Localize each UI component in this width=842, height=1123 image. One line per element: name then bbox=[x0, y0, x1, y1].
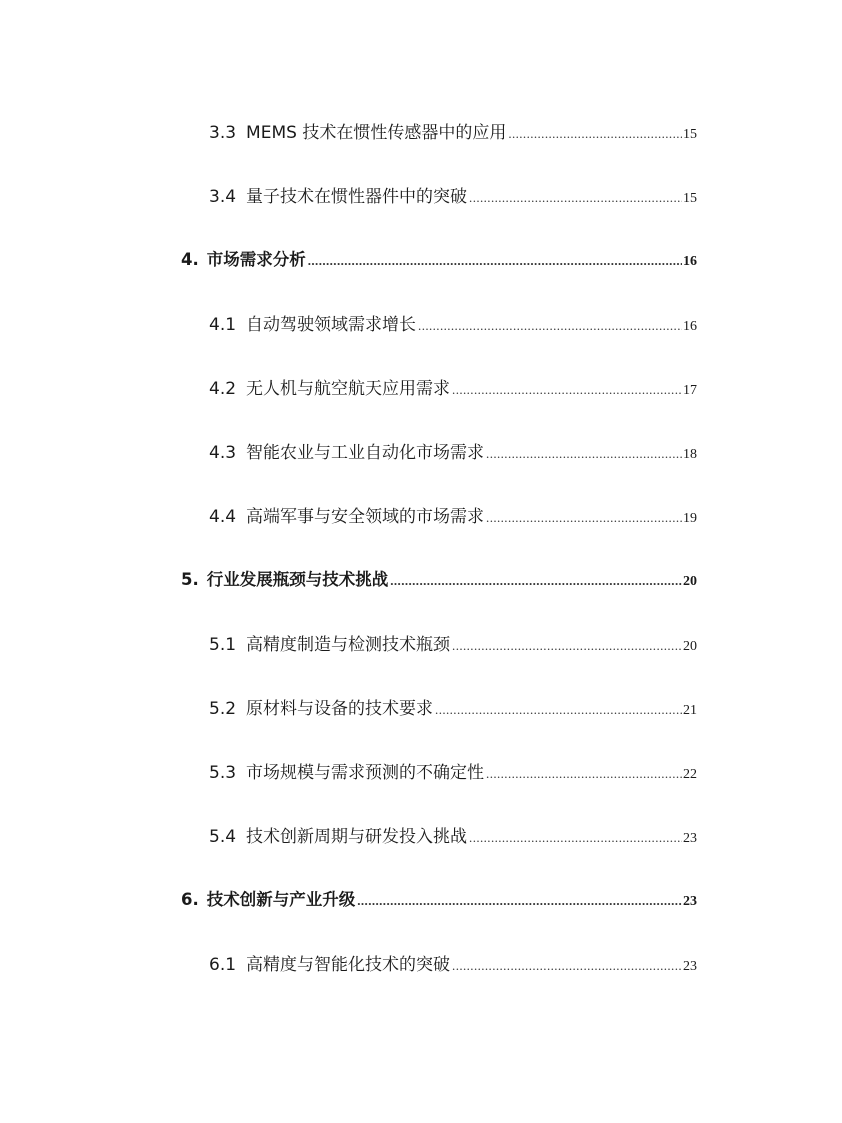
toc-entry-5-3[interactable] bbox=[209, 758, 697, 784]
toc-dot-leader bbox=[486, 766, 682, 782]
toc-entry-title: 市场需求分析 bbox=[206, 250, 306, 269]
toc-entry-page: 20 bbox=[683, 639, 697, 654]
toc-entry-number: 4.2 bbox=[209, 379, 237, 399]
toc-entry-page: 23 bbox=[683, 894, 697, 909]
toc-entry-page: 16 bbox=[683, 254, 697, 269]
toc-entry-title: 原材料与设备的技术要求 bbox=[246, 699, 434, 719]
toc-entry-page: 23 bbox=[683, 959, 697, 974]
toc-entry-page: 15 bbox=[683, 127, 697, 142]
toc-entry-number: 6. bbox=[181, 890, 199, 909]
toc-entry-6[interactable] bbox=[181, 886, 697, 912]
toc-dot-leader bbox=[435, 702, 682, 718]
toc-dot-leader bbox=[452, 958, 682, 974]
toc-entry-number: 6.1 bbox=[209, 955, 237, 975]
toc-entry-title: MEMS 技术在惯性传感器中的应用 bbox=[246, 123, 507, 143]
toc-entry-title: 高精度制造与检测技术瓶颈 bbox=[246, 635, 451, 655]
toc-entry-page: 18 bbox=[683, 447, 697, 462]
toc-dot-leader bbox=[452, 638, 682, 654]
toc-entry-page: 22 bbox=[683, 767, 697, 782]
toc-entry-page: 23 bbox=[683, 831, 697, 846]
toc-entry-4-1[interactable] bbox=[209, 310, 697, 336]
toc-entry-number: 3.3 bbox=[209, 123, 237, 143]
toc-entry-3-4[interactable] bbox=[209, 182, 697, 208]
toc-entry-4-2[interactable] bbox=[209, 374, 697, 400]
toc-entry-title: 技术创新与产业升级 bbox=[206, 890, 356, 909]
toc-entry-4-4[interactable] bbox=[209, 502, 697, 528]
toc-entry-page: 20 bbox=[683, 574, 697, 589]
toc-entry-page: 16 bbox=[683, 319, 697, 334]
toc-dot-leader bbox=[452, 382, 682, 398]
toc-entry-title: 技术创新周期与研发投入挑战 bbox=[246, 827, 468, 847]
toc-entry-page: 17 bbox=[683, 383, 697, 398]
toc-entry-number: 5.3 bbox=[209, 763, 237, 783]
toc-entry-5[interactable] bbox=[181, 566, 697, 592]
toc-entry-3-3[interactable] bbox=[209, 118, 697, 144]
toc-entry-title: 自动驾驶领域需求增长 bbox=[246, 315, 417, 335]
toc-dot-leader bbox=[508, 126, 682, 142]
toc-entry-5-2[interactable] bbox=[209, 694, 697, 720]
toc-dot-leader bbox=[390, 573, 682, 589]
toc-dot-leader bbox=[486, 510, 682, 526]
toc-entry-number: 5. bbox=[181, 570, 199, 589]
toc-dot-leader bbox=[469, 830, 682, 846]
toc-entry-number: 4.4 bbox=[209, 507, 237, 527]
toc-entry-number: 3.4 bbox=[209, 187, 237, 207]
toc-entry-title: 智能农业与工业自动化市场需求 bbox=[246, 443, 485, 463]
toc-entry-title: 无人机与航空航天应用需求 bbox=[246, 379, 451, 399]
toc-entry-title: 高精度与智能化技术的突破 bbox=[246, 955, 451, 975]
toc-entry-6-1[interactable] bbox=[209, 950, 697, 976]
toc-entry-4[interactable] bbox=[181, 246, 697, 272]
toc-entry-5-4[interactable] bbox=[209, 822, 697, 848]
toc-entry-title: 市场规模与需求预测的不确定性 bbox=[246, 763, 485, 783]
toc-entry-title: 量子技术在惯性器件中的突破 bbox=[246, 187, 468, 207]
toc-entry-number: 4.3 bbox=[209, 443, 237, 463]
toc-entry-number: 5.4 bbox=[209, 827, 237, 847]
toc-entry-page: 19 bbox=[683, 511, 697, 526]
toc-entry-page: 15 bbox=[683, 191, 697, 206]
toc-entry-page: 21 bbox=[683, 703, 697, 718]
toc-dot-leader bbox=[469, 190, 682, 206]
toc-entry-number: 4.1 bbox=[209, 315, 237, 335]
toc-dot-leader bbox=[357, 893, 682, 909]
toc-dot-leader bbox=[308, 253, 682, 269]
toc-entry-number: 5.1 bbox=[209, 635, 237, 655]
toc-entry-title: 高端军事与安全领域的市场需求 bbox=[246, 507, 485, 527]
toc-dot-leader bbox=[486, 446, 682, 462]
toc-entry-number: 4. bbox=[181, 250, 199, 269]
toc-entry-5-1[interactable] bbox=[209, 630, 697, 656]
toc-entry-4-3[interactable] bbox=[209, 438, 697, 464]
toc-entry-number: 5.2 bbox=[209, 699, 237, 719]
toc-entry-title: 行业发展瓶颈与技术挑战 bbox=[206, 570, 389, 589]
toc-dot-leader bbox=[418, 318, 682, 334]
